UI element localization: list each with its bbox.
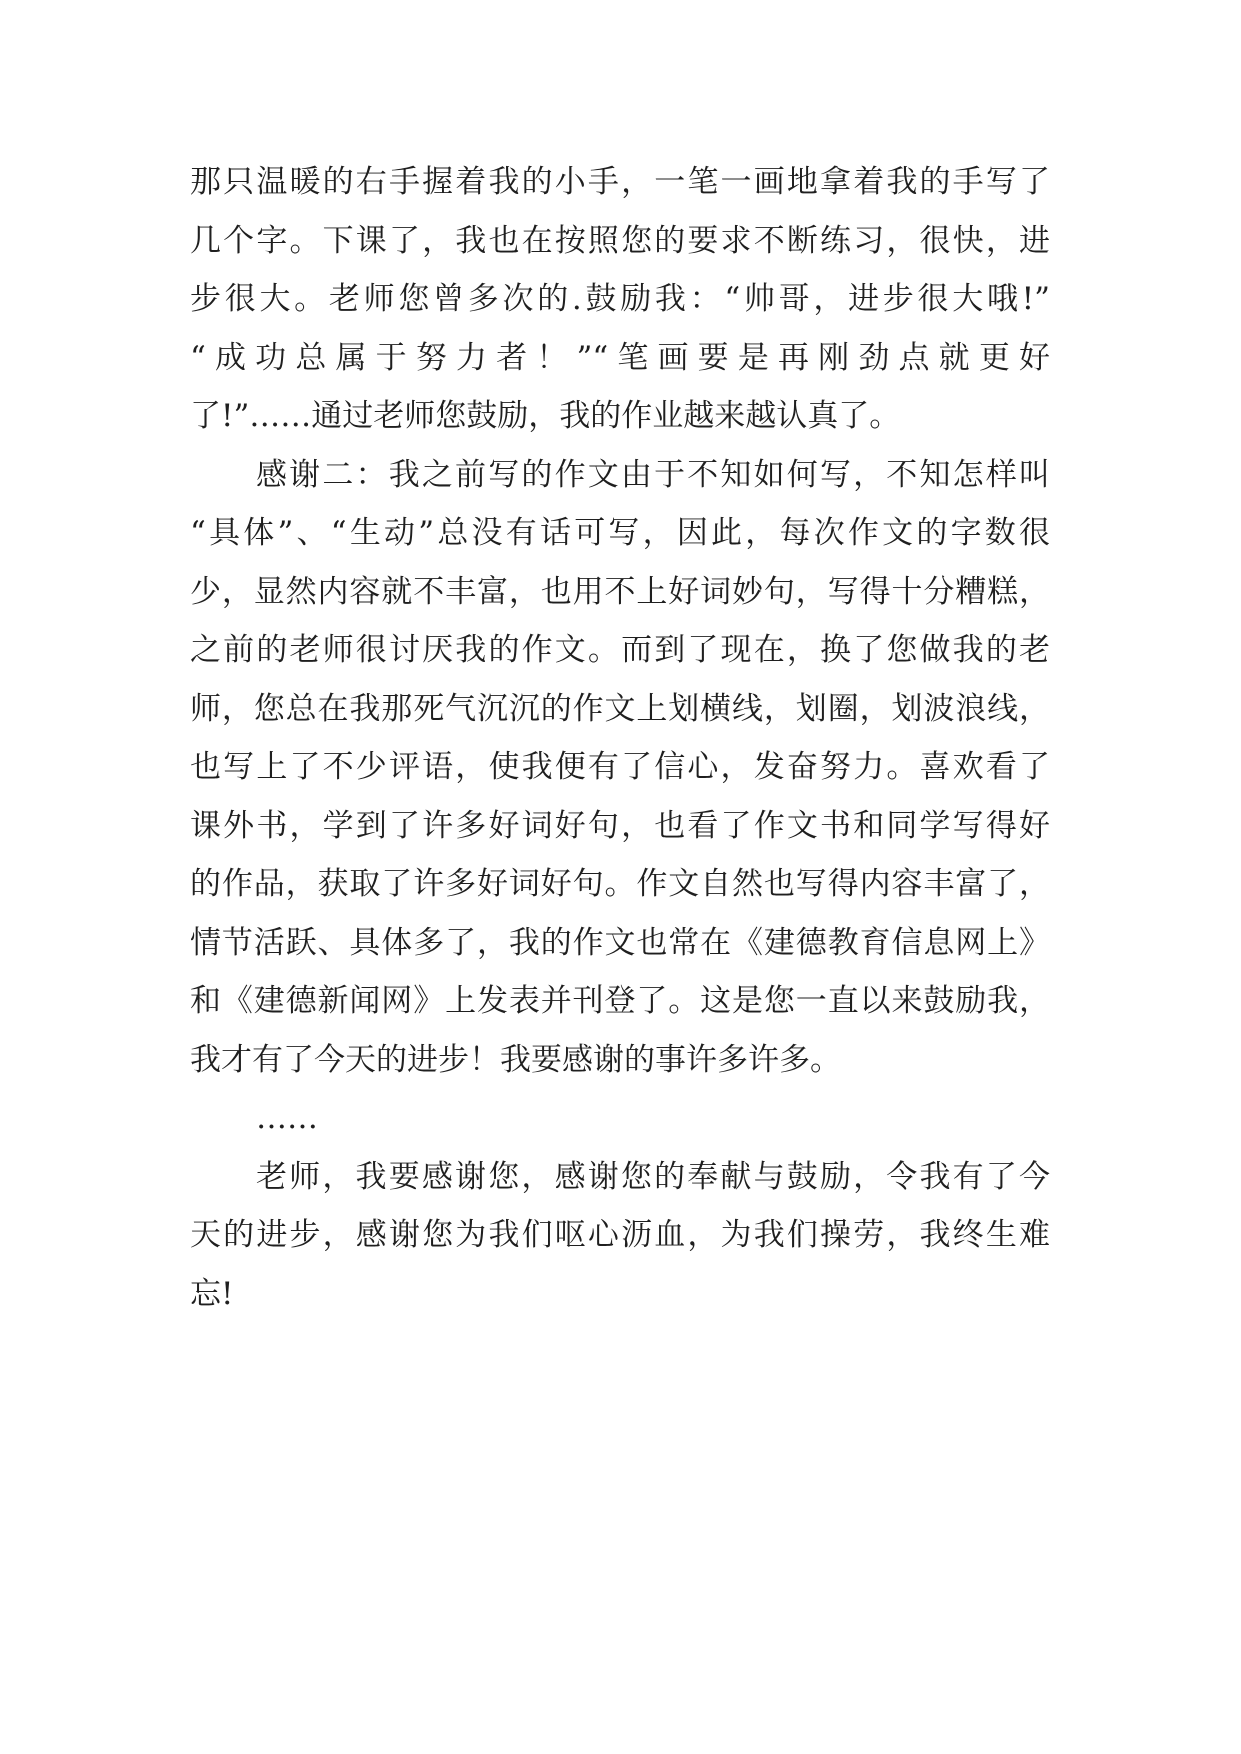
text-line-8: 少，显然内容就不丰富，也用不上好词妙句，写得十分糟糕， xyxy=(190,573,1050,610)
text-line-16: 我才有了今天的进步！我要感谢的事许多许多。 xyxy=(190,1041,841,1078)
document-body xyxy=(190,153,1050,1323)
text-line-15: 和《建德新闻网》上发表并刊登了。这是您一直以来鼓励我， xyxy=(190,983,1050,1019)
text-line-14: 情节活跃、具体多了，我的作文也常在《建德教育信息网上》 xyxy=(190,924,1050,961)
text-line-2: 几个字。下课了，我也在按照您的要求不断练习，很快，进 xyxy=(190,222,1050,259)
text-line-13: 的作品，获取了许多好词好句。作文自然也写得内容丰富了， xyxy=(190,866,1050,902)
text-line-12: 课外书，学到了许多好词好句，也看了作文书和同学写得好 xyxy=(190,807,1050,844)
text-line-20: 忘! xyxy=(190,1275,234,1312)
text-line-18: 老师，我要感谢您，感谢您的奉献与鼓励，令我有了今 xyxy=(256,1158,1050,1195)
text-line-11: 也写上了不少评语，使我便有了信心，发奋努力。喜欢看了 xyxy=(190,749,1050,785)
text-line-5: 了!”……通过老师您鼓励，我的作业越来越认真了。 xyxy=(190,398,901,434)
text-line-3: 步很大。老师您曾多次的.鼓励我：“帅哥，进步很大哦!” xyxy=(190,281,1050,317)
text-line-6: 感谢二：我之前写的作文由于不知如何写，不知怎样叫 xyxy=(256,456,1050,493)
text-line-10: 师，您总在我那死气沉沉的作文上划横线，划圈，划波浪线， xyxy=(190,690,1050,727)
text-line-1: 那只温暖的右手握着我的小手，一笔一画地拿着我的手写了 xyxy=(190,164,1050,200)
text-line-19: 天的进步，感谢您为我们呕心沥血，为我们操劳，我终生难 xyxy=(190,1217,1050,1253)
text-line-7: “具体”、“生动”总没有话可写，因此，每次作文的字数很 xyxy=(190,515,1050,551)
text-line-4: “成功总属于努力者！”“笔画要是再刚劲点就更好 xyxy=(190,339,1050,376)
text-line-17: …… xyxy=(256,1100,318,1136)
text-line-9: 之前的老师很讨厌我的作文。而到了现在，换了您做我的老 xyxy=(190,632,1050,668)
